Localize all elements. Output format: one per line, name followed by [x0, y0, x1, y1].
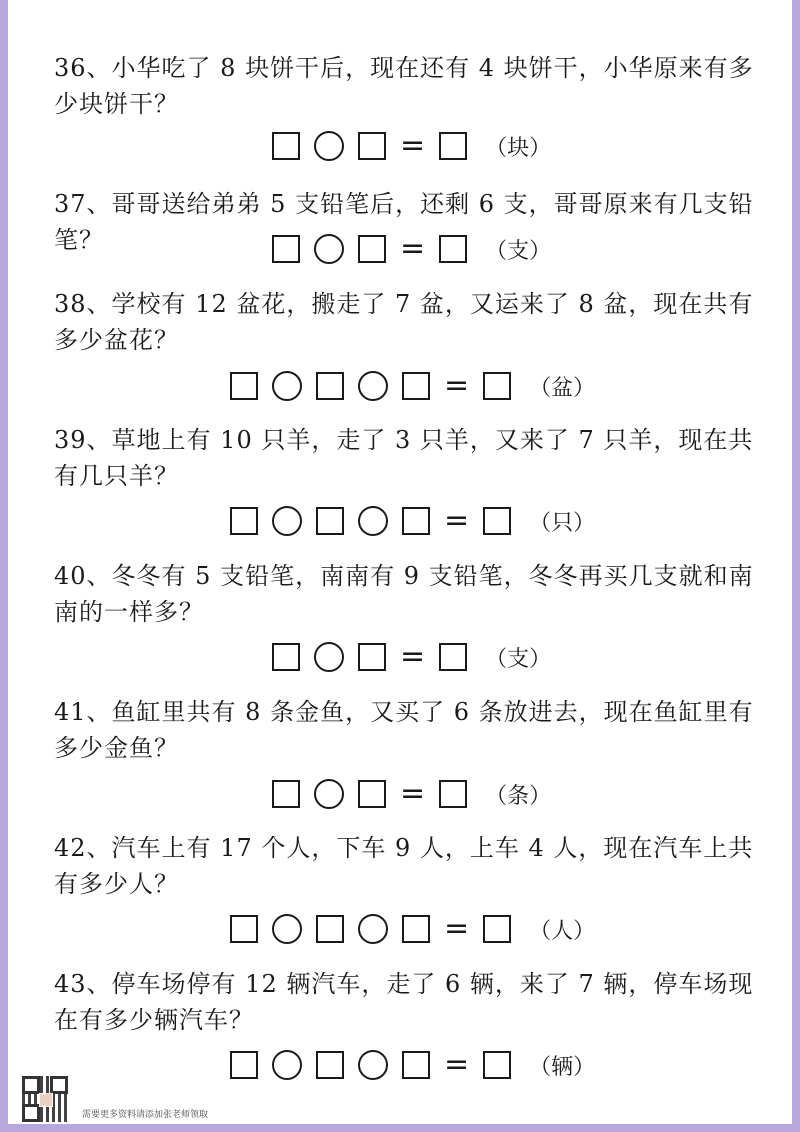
problem-36 — [54, 50, 764, 122]
answer-box[interactable] — [358, 643, 386, 671]
problem-text: 39、草地上有 10 只羊，走了 3 只羊，又来了 7 只羊，现在共有几只羊？ — [54, 426, 754, 490]
footer-note: 需要更多资料请添加张老师领取 — [82, 1110, 209, 1120]
unit-label: （只） — [529, 510, 596, 536]
problem-text: 43、停车场停有 12 辆汽车，走了 6 辆，来了 7 辆，停车场现在有多少辆汽车？ — [54, 970, 754, 1034]
answer-box[interactable] — [316, 507, 344, 535]
answer-box[interactable] — [358, 235, 386, 263]
equals-sign: = — [400, 639, 426, 674]
unit-label: （块） — [485, 135, 552, 161]
result-box[interactable] — [439, 132, 467, 160]
result-box[interactable] — [483, 1051, 511, 1079]
equals-sign: = — [444, 368, 470, 403]
result-box[interactable] — [439, 643, 467, 671]
answer-box[interactable] — [272, 132, 300, 160]
answer-box[interactable] — [316, 1051, 344, 1079]
answer-box[interactable] — [316, 372, 344, 400]
answer-box[interactable] — [272, 643, 300, 671]
problem-text: 37、哥哥送给弟弟 5 支铅笔后，还剩 6 支，哥哥原来有几支铅笔？ — [54, 190, 754, 254]
operator-circle[interactable] — [272, 1050, 302, 1080]
answer-box[interactable] — [402, 372, 430, 400]
result-box[interactable] — [483, 372, 511, 400]
answer-box[interactable] — [358, 780, 386, 808]
operator-circle[interactable] — [358, 506, 388, 536]
problem-43 — [54, 966, 764, 1038]
operator-circle[interactable] — [358, 371, 388, 401]
unit-label: （盆） — [529, 375, 596, 401]
answer-box[interactable] — [230, 1051, 258, 1079]
answer-box[interactable] — [402, 915, 430, 943]
problem-text: 41、鱼缸里共有 8 条金鱼，又买了 6 条放进去，现在鱼缸里有多少金鱼？ — [54, 698, 754, 762]
unit-label: （辆） — [529, 1054, 596, 1080]
result-box[interactable] — [439, 780, 467, 808]
worksheet-page — [8, 0, 792, 1124]
operator-circle[interactable] — [358, 914, 388, 944]
operator-circle[interactable] — [314, 131, 344, 161]
result-box[interactable] — [483, 915, 511, 943]
qr-code-icon — [22, 1076, 68, 1122]
operator-circle[interactable] — [314, 234, 344, 264]
equals-sign: = — [444, 503, 470, 538]
answer-template-38 — [230, 369, 595, 403]
equals-sign: = — [400, 231, 426, 266]
answer-box[interactable] — [358, 132, 386, 160]
answer-template-42 — [230, 912, 595, 946]
equals-sign: = — [400, 128, 426, 163]
answer-template-41 — [272, 777, 551, 811]
unit-label: （人） — [529, 918, 596, 944]
answer-template-40 — [272, 640, 551, 674]
problem-41 — [54, 694, 764, 766]
operator-circle[interactable] — [272, 506, 302, 536]
answer-template-36 — [272, 129, 551, 163]
problem-40 — [54, 558, 764, 630]
problem-42 — [54, 830, 764, 902]
equals-sign: = — [444, 1047, 470, 1082]
answer-box[interactable] — [230, 507, 258, 535]
answer-box[interactable] — [316, 915, 344, 943]
problem-text: 40、冬冬有 5 支铅笔，南南有 9 支铅笔，冬冬再买几支就和南南的一样多？ — [54, 562, 754, 626]
avatar — [39, 1093, 53, 1107]
problem-38 — [54, 286, 764, 358]
page-footer — [22, 1076, 208, 1122]
answer-box[interactable] — [272, 235, 300, 263]
unit-label: （支） — [485, 646, 552, 672]
unit-label: （支） — [485, 238, 552, 264]
answer-template-43 — [230, 1048, 595, 1082]
problem-text: 38、学校有 12 盆花，搬走了 7 盆，又运来了 8 盆，现在共有多少盆花？ — [54, 290, 754, 354]
operator-circle[interactable] — [358, 1050, 388, 1080]
answer-box[interactable] — [402, 1051, 430, 1079]
result-box[interactable] — [439, 235, 467, 263]
operator-circle[interactable] — [272, 914, 302, 944]
answer-template-39 — [230, 504, 595, 538]
operator-circle[interactable] — [314, 779, 344, 809]
problem-text: 36、小华吃了 8 块饼干后，现在还有 4 块饼干，小华原来有多少块饼干？ — [54, 54, 754, 118]
operator-circle[interactable] — [272, 371, 302, 401]
answer-box[interactable] — [230, 915, 258, 943]
answer-box[interactable] — [272, 780, 300, 808]
answer-box[interactable] — [230, 372, 258, 400]
equals-sign: = — [444, 911, 470, 946]
answer-box[interactable] — [402, 507, 430, 535]
operator-circle[interactable] — [314, 642, 344, 672]
unit-label: （条） — [485, 783, 552, 809]
problem-text: 42、汽车上有 17 个人，下车 9 人，上车 4 人，现在汽车上共有多少人？ — [54, 834, 754, 898]
answer-template-37 — [272, 232, 551, 266]
problem-39 — [54, 422, 764, 494]
result-box[interactable] — [483, 507, 511, 535]
equals-sign: = — [400, 776, 426, 811]
